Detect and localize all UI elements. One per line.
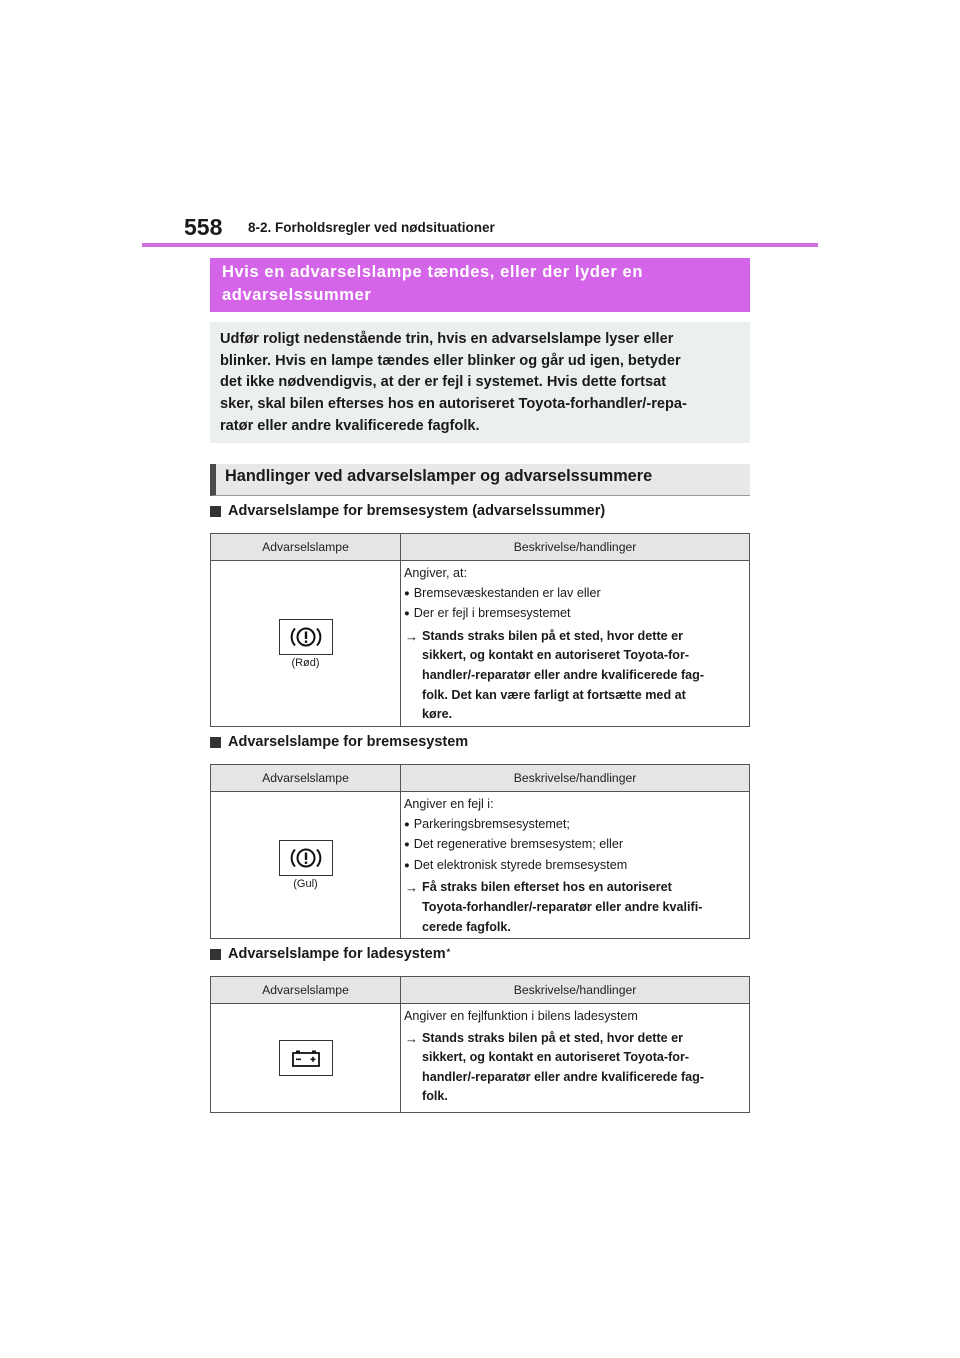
action-line: cerede fagfolk. xyxy=(422,919,511,934)
action-line: køre. xyxy=(422,707,453,722)
title-line-2: advarselssummer xyxy=(222,286,372,304)
table-header-row xyxy=(211,765,749,792)
intro-line: Udfør roligt nedenstående trin, hvis en advarselslampe lyser eller xyxy=(220,331,674,347)
table-row xyxy=(211,792,749,938)
action-instruction xyxy=(404,627,747,725)
action-line: Stands straks bilen på et sted, hvor dette er xyxy=(422,628,684,643)
table-header-row xyxy=(211,977,749,1004)
page-number: 558 xyxy=(184,214,223,240)
square-bullet-icon xyxy=(210,737,221,748)
column-header-description: Beskrivelse/handlinger xyxy=(513,540,637,554)
action-instruction xyxy=(404,1029,747,1107)
lamp-cell xyxy=(211,792,401,938)
action-line: handler/-reparatør eller andre kvalificerede fag- xyxy=(422,667,705,682)
intro-line: blinker. Hvis en lampe tændes eller blinker og går ud igen, betyder xyxy=(220,352,681,369)
square-bullet-icon xyxy=(210,949,221,960)
section-heading-text: Advarselslampe for ladesystem xyxy=(228,946,446,962)
lamp-cell xyxy=(211,1004,401,1112)
arrow-right-icon: → xyxy=(405,1030,418,1046)
action-line: sikkert, og kontakt en autoriseret Toyota-for- xyxy=(422,1050,690,1065)
action-line: sikkert, og kontakt en autoriseret Toyota-for- xyxy=(422,648,690,663)
bullet-item: ● Der er fejl i bremsesystemet xyxy=(404,604,747,625)
warning-table-charging xyxy=(210,976,750,1113)
bullet-item: ● Bremsevæskestanden er lav eller xyxy=(404,584,747,605)
brake-warning-icon xyxy=(279,840,333,876)
bullet-item: ● Det elektronisk styrede bremsesystem xyxy=(404,856,747,877)
section-heading-text: Advarselslampe for bremsesystem xyxy=(228,734,469,750)
title-banner xyxy=(210,258,750,312)
intro-box xyxy=(210,322,750,443)
battery-icon xyxy=(279,1040,333,1076)
bullet-item: ● Det regenerative bremsesystem; eller xyxy=(404,835,747,856)
column-header-lamp: Advarselslampe xyxy=(211,977,401,1003)
action-line: Få straks bilen efterset hos en autoriseret xyxy=(422,880,672,895)
section-heading-text: Advarselslampe for bremsesystem (advarselssummer) xyxy=(228,503,606,519)
action-line: folk. xyxy=(422,1089,448,1104)
title-line-1: Hvis en advarselslampe tændes, eller der lyder en xyxy=(222,263,644,281)
column-header-lamp: Advarselslampe xyxy=(211,534,401,560)
subheading-bar xyxy=(210,464,750,496)
action-line: handler/-reparatør eller andre kvalificerede fag- xyxy=(422,1069,705,1084)
table-row xyxy=(211,561,749,726)
description-intro: Angiver, at: xyxy=(404,566,468,580)
warning-table-brake-yellow xyxy=(210,764,750,939)
subheading-text: Handlinger ved advarselslamper og advarselssummere xyxy=(225,467,653,485)
description-cell xyxy=(401,1004,749,1112)
square-bullet-icon xyxy=(210,506,221,517)
column-header-lamp: Advarselslampe xyxy=(211,765,401,791)
footnote-marker: * xyxy=(446,947,451,957)
bullet-item: ● Parkeringsbremsesystemet; xyxy=(404,815,747,836)
description-intro: Angiver en fejlfunktion i bilens ladesystem xyxy=(404,1009,638,1023)
column-header-description: Beskrivelse/handlinger xyxy=(513,771,637,785)
description-intro: Angiver en fejl i: xyxy=(404,797,494,811)
section-heading-charging xyxy=(210,946,450,962)
table-header-row xyxy=(211,534,749,561)
action-line: Stands straks bilen på et sted, hvor dette er xyxy=(422,1030,684,1045)
action-line: Toyota-forhandler/-reparatør eller andre kvalifi- xyxy=(422,899,703,914)
column-header-description: Beskrivelse/handlinger xyxy=(513,983,637,997)
section-reference: 8-2. Forholdsregler ved nødsituationer xyxy=(248,220,495,235)
description-cell xyxy=(401,792,749,938)
section-heading-brake xyxy=(210,734,468,750)
brake-warning-icon xyxy=(279,619,333,655)
header-divider xyxy=(142,243,818,247)
intro-line: ratør eller andre kvalificerede fagfolk. xyxy=(220,417,480,434)
intro-line: sker, skal bilen efterses hos en autoriseret Toyota-forhandler/-repa- xyxy=(220,396,687,413)
arrow-right-icon: → xyxy=(405,628,418,644)
section-heading-brake-buzzer xyxy=(210,503,605,519)
table-row xyxy=(211,1004,749,1112)
arrow-right-icon: → xyxy=(405,880,418,896)
action-instruction xyxy=(404,878,747,937)
icon-color-label: (Gul) xyxy=(293,878,318,890)
intro-line: det ikke nødvendigvis, at der er fejl i systemet. Hvis dette fortsat xyxy=(220,374,667,391)
description-cell xyxy=(401,561,749,726)
warning-table-brake-red xyxy=(210,533,750,727)
lamp-cell xyxy=(211,561,401,726)
action-line: folk. Det kan være farligt at fortsætte med at xyxy=(422,687,686,702)
icon-color-label: (Rød) xyxy=(291,656,320,669)
